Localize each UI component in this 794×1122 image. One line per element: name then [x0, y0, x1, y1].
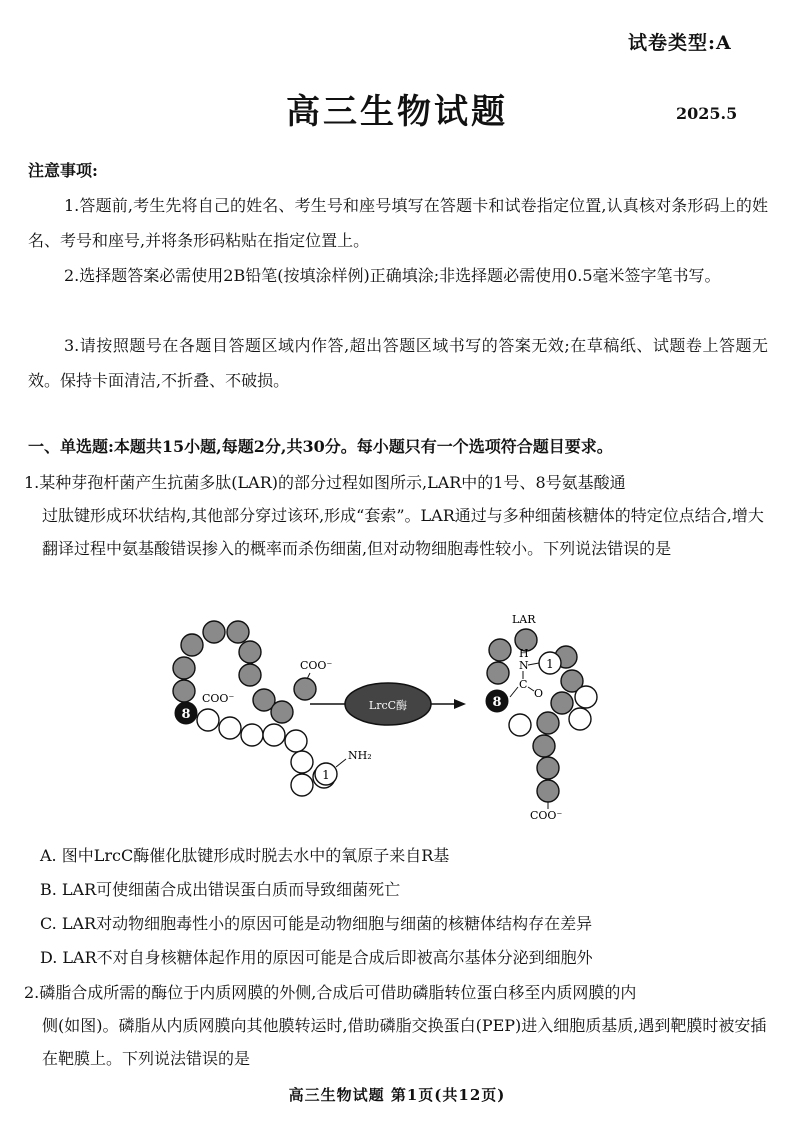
product-residue-1-label: 1	[546, 657, 554, 671]
lar-synthesis-figure	[150, 605, 630, 830]
notice-item-1: 1.答题前,考生先将自己的姓名、考生号和座号填写在答题卡和试卷指定位置,认真核对条形码上的姓名、考号和座号,并将条形码粘贴在指定位置上。	[28, 196, 768, 250]
residue-light	[285, 730, 307, 752]
residue-dark	[537, 780, 559, 802]
residue-light	[219, 717, 241, 739]
residue-dark	[239, 641, 261, 663]
notice-heading: 注意事项:	[28, 161, 98, 180]
residue-dark	[173, 680, 195, 702]
residue-dark	[227, 621, 249, 643]
amide-bond	[528, 663, 539, 665]
terminal-cooh-label: COO⁻	[300, 659, 333, 672]
residue-dark	[533, 735, 555, 757]
residue-dark	[294, 678, 316, 700]
question-1-stem-rest: 过肽键形成环状结构,其他部分穿过该环,形成“套索”。LAR通过与多种细菌核糖体的特定位点结合,增大翻译过程中氨基酸错误掺入的概率而杀伤细菌,但对动物细胞毒性较小。下列说法错误的是	[42, 506, 764, 558]
product-residue-8-label: 8	[492, 695, 502, 710]
question-2-stem-first-line: 2.磷脂合成所需的酶位于内质网膜的外侧,合成后可借助磷脂转位蛋白移至内质网膜的内	[24, 983, 637, 1002]
residue-dark	[537, 712, 559, 734]
page-title: 高三生物试题	[286, 92, 508, 132]
amide-n-label: N	[519, 659, 529, 672]
linear-precursor	[173, 621, 372, 796]
question-1-option-a: A. 图中LrcC酶催化肽键形成时脱去水中的氧原子来自R基	[40, 846, 450, 865]
residue-dark	[487, 662, 509, 684]
residue-1-label: 1	[322, 768, 330, 782]
question-2-stem-rest: 侧(如图)。磷脂从内质网膜向其他膜转运时,借助磷脂交换蛋白(PEP)进入细胞质基质,遇到靶膜时被安插在靶膜上。下列说法错误的是	[42, 1016, 767, 1068]
side-chain-cooh-label: COO⁻	[202, 692, 235, 705]
lasso-product	[486, 613, 597, 822]
page-footer: 高三生物试题 第1页(共12页)	[288, 1086, 506, 1104]
section-heading: 一、单选题:本题共15小题,每题2分,共30分。每小题只有一个选项符合题目要求。	[28, 437, 613, 456]
residue-light	[291, 751, 313, 773]
question-1-stem-first-line: 1.某种芽孢杆菌产生抗菌多肽(LAR)的部分过程如图所示,LAR中的1号、8号氨基酸通	[24, 473, 626, 492]
residue-light	[509, 714, 531, 736]
residue-dark	[537, 757, 559, 779]
exam-date: 2025.5	[676, 104, 738, 123]
residue-light	[197, 709, 219, 731]
question-1-option-b: B. LAR可使细菌合成出错误蛋白质而导致细菌死亡	[40, 880, 401, 899]
question-2-stem	[24, 976, 769, 1075]
nh2-bond	[336, 759, 346, 767]
residue-light	[569, 708, 591, 730]
residue-dark	[551, 692, 573, 714]
paper-type-label: 试卷类型:A	[628, 32, 732, 54]
amide-h-label: H	[519, 647, 529, 660]
nh2-label: NH₂	[348, 749, 372, 762]
residue-dark	[173, 657, 195, 679]
question-1-option-c: C. LAR对动物细胞毒性小的原因可能是动物细胞与细菌的核糖体结构存在差异	[40, 914, 593, 933]
arrow-head	[454, 699, 466, 709]
product-cooh-label: COO⁻	[530, 809, 563, 822]
ring-bond	[510, 687, 518, 697]
notice-item-3: 3.请按照题号在各题目答题区域内作答,超出答题区域书写的答案无效;在草稿纸、试题卷上答题无效。保持卡面清洁,不折叠、不破损。	[28, 336, 768, 390]
amide-o-label: O	[534, 687, 544, 700]
residue-light	[291, 774, 313, 796]
residue-light	[575, 686, 597, 708]
residue-dark	[203, 621, 225, 643]
question-1-option-d: D. LAR不对自身核糖体起作用的原因可能是合成后即被高尔基体分泌到细胞外	[40, 948, 593, 967]
residue-8-label: 8	[181, 707, 191, 722]
amide-c-label: C	[519, 678, 528, 691]
residue-dark	[239, 664, 261, 686]
residue-dark	[181, 634, 203, 656]
enzyme-label: LrcC酶	[368, 699, 408, 712]
lar-label: LAR	[512, 613, 536, 626]
residue-dark	[271, 701, 293, 723]
residue-dark	[489, 639, 511, 661]
residue-light	[263, 724, 285, 746]
notice-item-2: 2.选择题答案必需使用2B铅笔(按填涂样例)正确填涂;非选择题必需使用0.5毫米签字笔书写。	[64, 266, 721, 285]
question-1-stem	[24, 466, 769, 565]
residue-light	[241, 724, 263, 746]
